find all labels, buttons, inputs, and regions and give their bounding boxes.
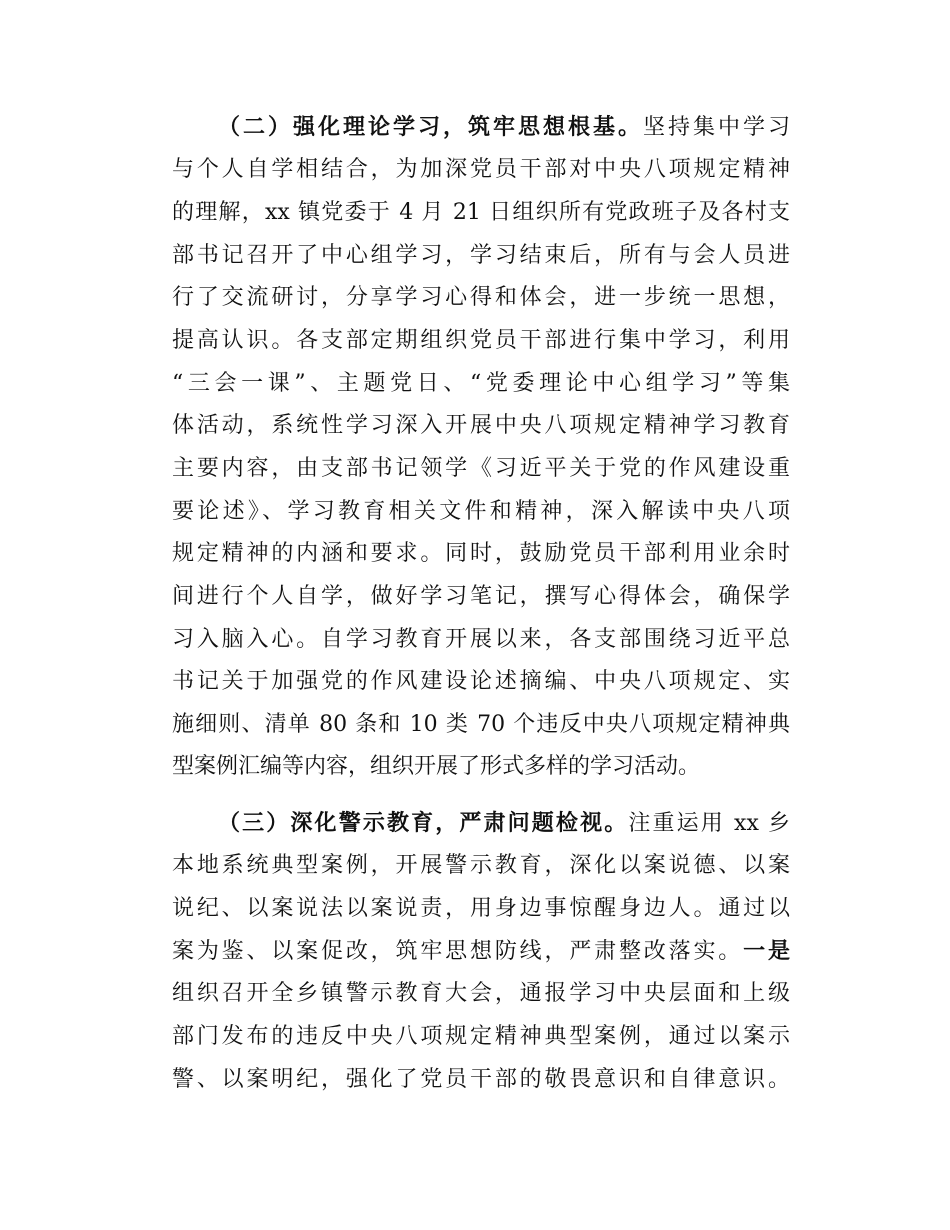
paragraph-line: “三会一课”、主题党日、“党委理论中心组学习”等集: [172, 371, 790, 396]
paragraph-line: [218, 803, 790, 845]
paragraph-line: 主要内容，由支部书记领学《习近平关于党的作风建设重: [172, 456, 790, 481]
section-heading: （二）强化理论学习，筑牢思想根基。: [218, 115, 643, 140]
paragraph-line: 要论述》、学习教育相关文件和精神，深入解读中央八项: [172, 499, 790, 524]
paragraph-line: 组织召开全乡镇警示教育大会，通报学习中央层面和上级: [172, 981, 790, 1006]
paragraph-line: 说纪、以案说法以案说责，用身边事惊醒身边人。通过以: [172, 896, 790, 921]
paragraph-line: 部书记召开了中心组学习，学习结束后，所有与会人员进: [172, 243, 790, 268]
paragraph-line: 警、以案明纪，强化了党员干部的敬畏意识和自律意识。: [172, 1067, 790, 1092]
paragraph-line: 提高认识。各支部定期组织党员干部进行集中学习，利用: [172, 328, 790, 353]
body-text: 坚持集中学习: [642, 115, 790, 140]
paragraph-line: 施细则、清单 80 条和 10 类 70 个违反中央八项规定精神典: [172, 712, 790, 737]
paragraph-line: 规定精神的内涵和要求。同时，鼓励党员干部利用业余时: [172, 541, 790, 566]
paragraph-line: 体活动，系统性学习深入开展中央八项规定精神学习教育: [172, 413, 790, 438]
paragraph-line: 间进行个人自学，做好学习笔记，撰写心得体会，确保学: [172, 584, 790, 609]
inline-bold-label: 一是: [743, 939, 790, 964]
paragraph-line: 习入脑入心。自学习教育开展以来，各支部围绕习近平总: [172, 627, 790, 652]
paragraph-line: 的理解，xx 镇党委于 4 月 21 日组织所有党政班子及各村支: [172, 200, 790, 225]
paragraph-line: [172, 931, 790, 973]
section-heading: （三）深化警示教育，严肃问题检视。: [218, 811, 629, 836]
paragraph-line: 部门发布的违反中央八项规定精神典型案例，通过以案示: [172, 1024, 790, 1049]
paragraph-line: 本地系统典型案例，开展警示教育，深化以案说德、以案: [172, 853, 790, 878]
paragraph-line: [218, 107, 790, 149]
paragraph-line: 与个人自学相结合，为加深党员干部对中央八项规定精神: [172, 157, 790, 182]
paragraph-line: 型案例汇编等内容，组织开展了形式多样的学习活动。: [172, 754, 701, 779]
paragraph-line: 书记关于加强党的作风建设论述摘编、中央八项规定、实: [172, 669, 790, 694]
body-text: 案为鉴、以案促改，筑牢思想防线，严肃整改落实。: [172, 939, 744, 964]
paragraph-line: 行了交流研讨，分享学习心得和体会，进一步统一思想，: [172, 285, 790, 310]
body-text: 注重运用 xx 乡: [628, 811, 790, 836]
